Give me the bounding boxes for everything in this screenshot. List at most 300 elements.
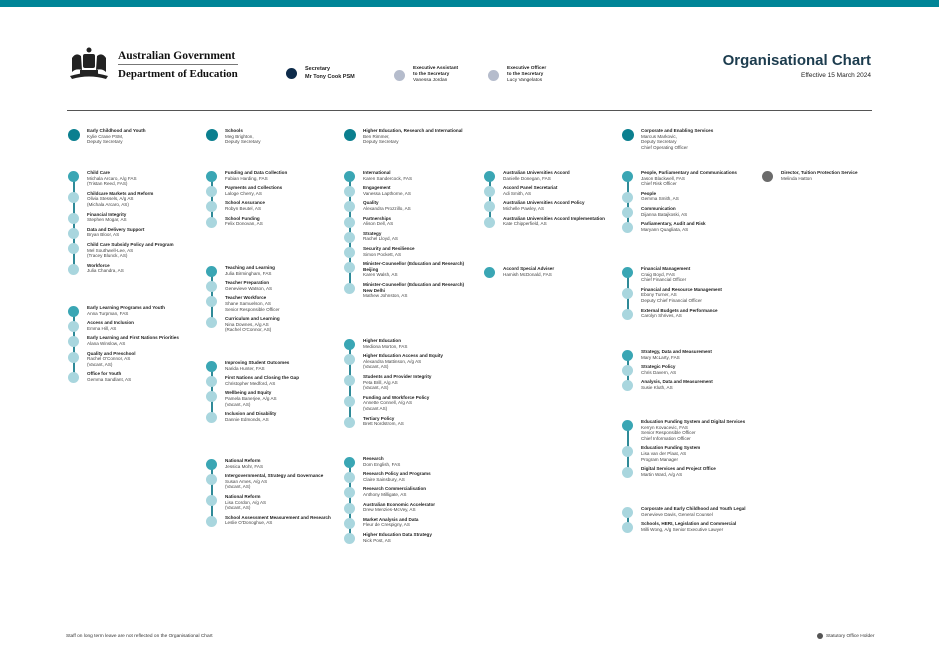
node-title: First Nations and Closing the Gap — [225, 375, 300, 381]
node-title: Child Care — [87, 170, 110, 175]
node-dot-icon — [344, 354, 355, 365]
node-title: Access and Inclusion — [87, 320, 134, 326]
node-subtitle: Deputy Secretary — [87, 139, 123, 145]
node-subtitle: Mary McLarty, FAS — [641, 354, 680, 360]
node-dot-icon — [484, 171, 495, 182]
node-title: Australian Universities Accord Implementation — [503, 215, 605, 221]
node-dot-icon — [344, 339, 355, 350]
node-title: Students and Provider Integrity — [363, 373, 432, 379]
node-dot-icon — [206, 412, 217, 423]
secretary-node — [286, 66, 355, 81]
node-subtitle: (Vacant, AS) — [87, 361, 113, 367]
node-subtitle: Emma Hill, AS — [87, 325, 117, 331]
node-subtitle: Genevieve Davis, General Counsel — [641, 511, 713, 517]
node-dot-icon — [622, 309, 633, 320]
division-schools — [206, 128, 336, 149]
org-node — [68, 170, 198, 187]
node-subtitle: Marcus Markovic, — [641, 133, 677, 139]
node-dot-icon — [206, 129, 218, 141]
node-subtitle: Annette Connell, A/g AS — [363, 400, 413, 406]
secretary-title: Secretary — [305, 66, 331, 72]
node-subtitle: Alison Dell, AS — [363, 221, 394, 227]
org-node — [206, 216, 336, 227]
node-title: Teacher Workforce — [225, 295, 267, 301]
org-node — [622, 466, 757, 477]
org-node — [344, 128, 474, 145]
node-dot-icon — [622, 522, 633, 533]
node-title: Strategy — [363, 230, 382, 236]
org-node — [622, 419, 757, 441]
node-dot-icon — [344, 201, 355, 212]
node-subtitle: Danielle Donegan, FAS — [503, 175, 551, 181]
group-international — [344, 170, 474, 303]
effective-date: Effective 15 March 2024 — [801, 72, 871, 79]
node-title: Intergovernmental, Strategy and Governance — [225, 473, 324, 479]
node-subtitle: Hamish McDonald, FAS — [503, 271, 552, 277]
exec-officer-title: Executive Officer — [507, 66, 547, 71]
group-legal — [622, 506, 757, 536]
node-dot-icon — [206, 266, 217, 277]
node-subtitle: Robyn Beutel, AS — [225, 205, 262, 211]
node-title: Minister-Counsellor (Education and Research) New Delhi — [363, 281, 465, 293]
node-title: Corporate and Enabling Services — [641, 128, 714, 133]
node-subtitle: Genevieve Watson, AS — [225, 285, 273, 291]
node-title: Childcare Markets and Reform — [87, 190, 154, 196]
exec-assistant-title2: to the Secretary — [413, 72, 450, 77]
node-subtitle: Alexandra Mattinson, A/g AS — [363, 358, 422, 364]
org-node — [484, 185, 614, 196]
node-title: Communication — [641, 205, 676, 211]
footer-note: Staff on long term leave are not reflected on the Organisational Chart — [66, 634, 213, 639]
node-title: Schools — [225, 128, 243, 133]
node-dot-icon — [68, 129, 80, 141]
node-subtitle: Julia Birmingham, FAS — [225, 270, 272, 276]
node-title: Australian Economic Accelerator — [363, 501, 436, 507]
node-subtitle: Alana Winslow, AS — [87, 340, 126, 346]
group-higher-education — [344, 338, 474, 431]
org-node — [206, 390, 336, 407]
node-title: Workforce — [87, 262, 110, 268]
node-subtitle: Senior Responsible Officer — [641, 430, 696, 436]
node-dot-icon — [344, 396, 355, 407]
header-divider — [67, 110, 872, 111]
node-subtitle: Ben Rimmer, — [363, 133, 390, 139]
org-node — [68, 320, 198, 331]
node-title: Strategy, Data and Measurement — [641, 349, 712, 354]
group-funding-data — [206, 170, 336, 231]
node-subtitle: Leslie O'Donoghue, AS — [225, 520, 273, 526]
node-dot-icon — [68, 372, 79, 383]
org-node — [344, 416, 474, 427]
group-financial-management — [622, 266, 757, 323]
node-dot-icon — [622, 467, 633, 478]
org-node — [622, 266, 757, 283]
node-title: Quality — [363, 200, 379, 206]
node-dot-icon — [622, 365, 633, 376]
node-subtitle: Craig Boyd, FAS — [641, 271, 675, 277]
node-dot-icon — [206, 217, 217, 228]
exec-assistant-name: Vanessa Jordan — [413, 78, 448, 83]
org-node — [622, 445, 757, 462]
node-dot-icon — [344, 262, 355, 273]
node-subtitle: Milli Wong, A/g Senior Executive Lawyer — [641, 526, 724, 532]
org-node — [344, 216, 474, 227]
group-national-reform — [206, 458, 336, 530]
node-dot-icon — [344, 417, 355, 428]
node-dot-icon — [68, 306, 79, 317]
node-subtitle: Deputy Chief Financial Officer — [641, 297, 702, 303]
node-title: Corporate and Early Childhood and Youth Legal — [641, 506, 746, 511]
org-node — [622, 221, 757, 232]
org-node — [344, 374, 474, 391]
node-dot-icon — [68, 171, 79, 182]
node-title: Digital Services and Project Office — [641, 466, 716, 472]
org-node — [344, 517, 474, 528]
node-subtitle: Program Manager — [641, 456, 679, 462]
node-dot-icon — [622, 129, 634, 141]
node-subtitle: Karen Walsh, AS — [363, 272, 398, 278]
node-subtitle: Fleur de Crespigny, AS — [363, 522, 410, 528]
statutory-dot-icon — [817, 633, 823, 639]
org-node — [206, 458, 336, 469]
node-title: Early Childhood and Youth — [87, 128, 146, 133]
node-subtitle: Julia Chandra, AS — [87, 268, 124, 274]
node-dot-icon — [762, 171, 773, 182]
exec-assistant-title: Executive Assistant — [413, 66, 459, 71]
group-research — [344, 456, 474, 547]
org-node — [484, 200, 614, 211]
node-dot-icon — [484, 186, 495, 197]
org-node — [344, 231, 474, 242]
org-node — [68, 227, 198, 238]
node-title: Accord Panel Secretariat — [503, 185, 558, 191]
node-title: Financial Integrity — [87, 211, 127, 217]
node-subtitle: Drew Menzies-McVey, AS — [363, 507, 416, 513]
node-title: Improving Student Outcomes — [225, 360, 290, 365]
node-title: Education Funding System — [641, 445, 701, 451]
org-node — [206, 360, 336, 371]
org-node — [206, 295, 336, 312]
group-strategy-data — [622, 349, 757, 395]
node-title: National Reform — [225, 458, 261, 463]
node-subtitle: Kerryn Kovacevic, FAS — [641, 424, 688, 430]
node-subtitle: Deputy Secretary — [363, 139, 399, 145]
node-dot-icon — [344, 247, 355, 258]
org-node — [484, 266, 614, 277]
node-title: Director, Tuition Protection Service — [781, 170, 858, 175]
node-subtitle: Narida Hunter, FAS — [225, 365, 265, 371]
node-subtitle: (Vacant, AS) — [363, 364, 389, 370]
org-node — [206, 316, 336, 333]
node-subtitle: Stephen Mogar, AS — [87, 217, 127, 223]
node-subtitle: Deputy Secretary — [225, 139, 261, 145]
node-subtitle: (Rachel O'Connor, AS) — [225, 327, 272, 333]
org-node — [344, 246, 474, 257]
node-subtitle: Adi Smith, AS — [503, 190, 532, 196]
org-node — [206, 170, 336, 181]
node-subtitle: Meg Brighton, — [225, 133, 254, 139]
node-dot-icon — [206, 376, 217, 387]
node-subtitle: Chief Risk Officer — [641, 181, 677, 187]
org-node — [206, 494, 336, 511]
node-subtitle: Deputy Secretary — [641, 139, 677, 145]
node-title: Security and Resilience — [363, 245, 415, 251]
node-dot-icon — [344, 129, 356, 141]
logo-line1: Australian Government — [118, 50, 238, 65]
node-title: Higher Education, Research and International — [363, 128, 463, 133]
node-subtitle: Brett Nordstrom, AS — [363, 421, 404, 427]
node-subtitle: Carolyn Shrives, AS — [641, 313, 682, 319]
node-subtitle: Peta Brill, A/g AS — [363, 379, 398, 385]
node-subtitle: Felix Donovan, AS — [225, 221, 263, 227]
node-dot-icon — [344, 171, 355, 182]
org-node — [344, 282, 474, 299]
org-node — [344, 353, 474, 370]
node-dot-icon — [206, 361, 217, 372]
org-node — [344, 456, 474, 467]
node-dot-icon — [622, 288, 633, 299]
org-node — [622, 191, 757, 202]
node-subtitle: Anthony Milligate, AS — [363, 491, 407, 497]
node-title: Financial Management — [641, 266, 691, 271]
node-dot-icon — [206, 474, 217, 485]
node-subtitle: Simon Pockett, AS — [363, 251, 402, 257]
node-title: Early Learning and First Nations Priorities — [87, 335, 179, 341]
node-subtitle: Chief Information Officer — [641, 435, 691, 441]
node-subtitle: Maryann Quagliata, AS — [641, 226, 689, 232]
chart-title-block — [723, 52, 871, 79]
node-title: Tertiary Policy — [363, 415, 395, 421]
group-early-learning — [68, 305, 198, 387]
node-title: School Assurance — [225, 200, 265, 206]
node-dot-icon — [206, 281, 217, 292]
node-dot-icon — [622, 207, 633, 218]
node-title: Curriculum and Learning — [225, 316, 280, 322]
org-node — [622, 506, 757, 517]
node-title: Schools, HERI, Legislation and Commercial — [641, 521, 737, 527]
node-dot-icon — [206, 186, 217, 197]
exec-officer-title2: to the Secretary — [507, 72, 544, 77]
node-title: School Funding — [225, 215, 260, 221]
group-teaching-learning — [206, 265, 336, 337]
group-accord-adviser — [484, 266, 614, 281]
page-title: Organisational Chart — [722, 52, 871, 69]
node-dot-icon — [484, 267, 495, 278]
node-subtitle: (Vacant, AS) — [363, 385, 389, 391]
node-title: Office for Youth — [87, 371, 122, 377]
node-dot-icon — [622, 380, 633, 391]
node-dot-icon — [68, 321, 79, 332]
org-node — [622, 170, 757, 187]
node-subtitle: Pamela Banerjee, A/g AS — [225, 395, 277, 401]
node-dot-icon — [344, 217, 355, 228]
org-node — [68, 191, 198, 208]
node-dot-icon — [206, 201, 217, 212]
node-subtitle: (Tracey Blunck, AS) — [87, 253, 128, 259]
org-node — [68, 351, 198, 368]
group-student-outcomes — [206, 360, 336, 426]
node-title: Strategic Policy — [641, 364, 676, 370]
node-dot-icon — [344, 283, 355, 294]
node-dot-icon — [344, 186, 355, 197]
org-node — [68, 371, 198, 382]
node-subtitle: Mel Southwell-Lee, AS — [87, 247, 134, 253]
node-dot-icon — [68, 213, 79, 224]
org-node — [484, 216, 614, 227]
node-subtitle: Ebony Turner, AS — [641, 292, 677, 298]
node-title: Australian Universities Accord Policy — [503, 200, 585, 206]
node-subtitle: Karen Sandercock, FAS — [363, 175, 413, 181]
node-dot-icon — [622, 222, 633, 233]
node-title: Parliamentary, Audit and Risk — [641, 221, 706, 227]
node-dot-icon — [68, 336, 79, 347]
org-node — [68, 212, 198, 223]
division-early-childhood-youth — [68, 128, 198, 149]
org-node — [206, 185, 336, 196]
node-subtitle: Michala Arcaro, A/g FAS — [87, 175, 137, 181]
node-title: Higher Education — [363, 338, 402, 343]
org-node — [206, 265, 336, 276]
node-subtitle: Martin Ward, A/g AS — [641, 471, 683, 477]
node-subtitle: Fabian Harding, FAS — [225, 175, 268, 181]
node-dot-icon — [206, 516, 217, 527]
node-dot-icon — [68, 192, 79, 203]
node-title: Market Analysis and Data — [363, 516, 419, 522]
node-title: Child Care Subsidy Policy and Program — [87, 241, 174, 247]
node-dot-icon — [206, 317, 217, 328]
org-node — [622, 206, 757, 217]
node-subtitle: Lisa van der Plaat, AS — [641, 450, 687, 456]
node-subtitle: Dom English, FAS — [363, 461, 401, 467]
group-universities-accord — [484, 170, 614, 231]
org-node — [206, 280, 336, 291]
node-title: Early Learning Programs and Youth — [87, 305, 165, 310]
node-subtitle: (Vacant AS) — [363, 405, 388, 411]
node-subtitle: Anna Turpman, FAS — [87, 310, 129, 316]
org-node — [344, 532, 474, 543]
org-node — [68, 335, 198, 346]
node-subtitle: Kylie Crane PSM, — [87, 133, 124, 139]
org-node — [68, 305, 198, 316]
node-dot-icon — [622, 507, 633, 518]
node-subtitle: Alexandra Prozzillo, AS — [363, 205, 411, 211]
org-node — [206, 411, 336, 422]
node-title: Teacher Preparation — [225, 280, 270, 286]
exec-officer-dot-icon — [488, 70, 499, 81]
node-subtitle: (Michala Arcaro, AS) — [87, 201, 129, 207]
org-node — [344, 395, 474, 412]
legend-statutory — [817, 633, 874, 639]
exec-officer-name: Lucy Vangelatos — [507, 78, 543, 83]
org-node — [622, 128, 757, 150]
org-node — [622, 379, 757, 390]
org-node — [344, 502, 474, 513]
node-title: Wellbeing and Equity — [225, 390, 272, 396]
node-dot-icon — [344, 457, 355, 468]
node-dot-icon — [206, 459, 217, 470]
org-node — [344, 170, 474, 181]
node-title: Education Funding System and Digital Services — [641, 419, 746, 424]
executive-assistant-node — [394, 66, 458, 84]
org-node — [68, 263, 198, 274]
node-dot-icon — [344, 487, 355, 498]
node-subtitle: Mathew Johnston, AS — [363, 293, 408, 299]
node-title: Funding and Data Collection — [225, 170, 288, 175]
org-node — [622, 287, 757, 304]
node-dot-icon — [206, 391, 217, 402]
node-title: Funding and Workforce Policy — [363, 394, 430, 400]
node-subtitle: Michelle Pawley, AS — [503, 205, 545, 211]
group-people-parliamentary — [622, 170, 757, 236]
node-title: National Reform — [225, 493, 261, 499]
node-dot-icon — [68, 243, 79, 254]
top-banner — [0, 0, 939, 7]
node-dot-icon — [344, 518, 355, 529]
division-corporate-services — [622, 128, 757, 154]
node-subtitle: (Tristan Reed, FAS) — [87, 181, 128, 187]
node-title: Analysis, Data and Measurement — [641, 379, 713, 385]
node-dot-icon — [622, 350, 633, 361]
node-title: Research — [363, 456, 384, 461]
org-node — [344, 200, 474, 211]
node-dot-icon — [68, 264, 79, 275]
org-node — [206, 515, 336, 526]
org-node — [344, 261, 474, 278]
node-dot-icon — [622, 420, 633, 431]
node-subtitle: Dannie Edmonds, AS — [225, 416, 269, 422]
node-title: Higher Education Access and Equity — [363, 353, 443, 359]
node-subtitle: Vanessa Lapthorne, AS — [363, 190, 411, 196]
node-subtitle: Nick Post, AS — [363, 537, 391, 543]
node-title: Partnerships — [363, 215, 392, 221]
node-dot-icon — [344, 232, 355, 243]
org-node — [344, 185, 474, 196]
node-dot-icon — [68, 352, 79, 363]
org-node — [344, 471, 474, 482]
node-subtitle: Laloge Cherry, AS — [225, 190, 262, 196]
node-dot-icon — [484, 217, 495, 228]
org-node — [622, 308, 757, 319]
node-dot-icon — [344, 472, 355, 483]
node-subtitle: Kate Chipperfield, AS — [503, 221, 547, 227]
node-title: People — [641, 190, 657, 196]
node-subtitle: Nina Downes, A/g AS — [225, 321, 269, 327]
node-title: Accord Special Adviser — [503, 266, 555, 271]
org-node — [206, 128, 336, 145]
node-dot-icon — [622, 446, 633, 457]
node-subtitle: Mediona Morton, FAS — [363, 343, 408, 349]
node-subtitle: Melinda Hatton — [781, 175, 812, 181]
node-dot-icon — [344, 503, 355, 514]
node-title: Teaching and Learning — [225, 265, 275, 270]
org-node — [206, 200, 336, 211]
node-subtitle: Chief Operating Officer — [641, 144, 688, 150]
node-subtitle: Olivia Stessels, A/g AS — [87, 196, 134, 202]
node-title: Australian Universities Accord — [503, 170, 570, 175]
org-node — [622, 364, 757, 375]
org-node — [68, 242, 198, 259]
node-subtitle: Rachel O'Connor, AS — [87, 356, 131, 362]
node-dot-icon — [344, 533, 355, 544]
node-subtitle: Senior Responsible Officer — [225, 306, 280, 312]
node-subtitle: Jason Blackwell, FAS — [641, 175, 685, 181]
node-subtitle: Claire Sainsbury, AS — [363, 476, 405, 482]
org-node — [622, 521, 757, 532]
node-dot-icon — [622, 171, 633, 182]
org-node — [68, 128, 198, 145]
node-subtitle: Susie Kluth, AS — [641, 384, 673, 390]
org-node — [206, 375, 336, 386]
